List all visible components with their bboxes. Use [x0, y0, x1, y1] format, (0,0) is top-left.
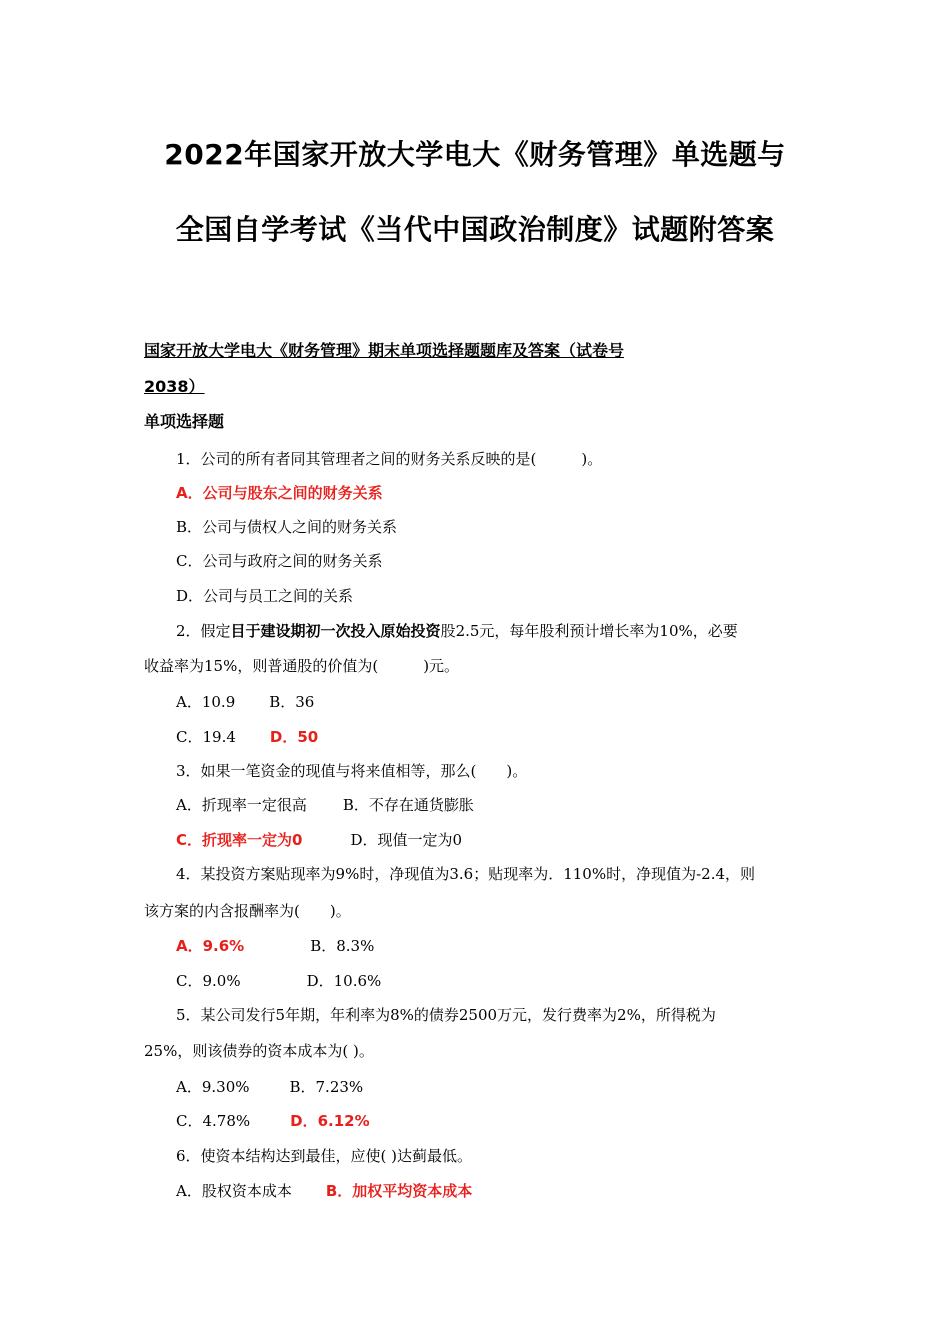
- section-heading-line-1: 国家开放大学电大《财务管理》期末单项选择题题库及答案（试卷号: [144, 341, 625, 360]
- document-title-line-1: 2022年国家开放大学电大《财务管理》单选题与: [164, 138, 786, 171]
- q6-option-b-correct: B．加权平均资本成本: [325, 1182, 473, 1200]
- q4-stem: 4．某投资方案贴现率为9%时，净现值为3.6；贴现率为．110%时，净现值为-2.4，则: [176, 865, 756, 883]
- q2-options-row-1: [176, 692, 314, 712]
- q1-option-c: C．公司与政府之间的财务关系: [176, 552, 383, 570]
- q2-options-row-2: [176, 727, 318, 747]
- q6-option-a: A．股权资本成本: [176, 1182, 292, 1200]
- q2-option-c: C．19.4: [176, 728, 236, 746]
- q4-options-row-2: [176, 971, 381, 991]
- q5-stem: 5．某公司发行5年期，年利率为8%的债券2500万元，发行费率为2%，所得税为: [176, 1006, 716, 1024]
- q4-option-c: C．9.0%: [176, 972, 241, 990]
- q2-stem: [176, 621, 738, 641]
- q2-option-a: A．10.9: [176, 693, 236, 711]
- q3-option-d: D．现值一定为0: [350, 831, 463, 849]
- q5-option-c: C．4.78%: [176, 1112, 251, 1130]
- q5-option-d-correct: D．6.12%: [290, 1112, 370, 1130]
- q1-option-a-correct: A．公司与股东之间的财务关系: [176, 484, 383, 502]
- q3-option-b: B．不存在通货膨胀: [342, 796, 474, 814]
- q2-option-b: B．36: [269, 693, 315, 711]
- document-title-line-2: 全国自学考试《当代中国政治制度》试题附答案: [175, 213, 775, 246]
- q5-option-b: B．7.23%: [289, 1078, 364, 1096]
- q6-stem: 6．使资本结构达到最佳，应使( )达蓟最低。: [176, 1147, 473, 1165]
- q3-option-c-correct: C．折现率一定为0: [176, 831, 303, 849]
- q1-option-b: B．公司与债权人之间的财务关系: [176, 518, 398, 536]
- q3-stem: 3．如果一笔资金的现值与将来值相等，那么( )。: [176, 762, 528, 780]
- q4-option-b: B．8.3%: [310, 937, 375, 955]
- q3-options-row-2: [176, 830, 462, 850]
- q5-option-a: A．9.30%: [176, 1078, 250, 1096]
- q1-option-d: D．公司与员工之间的关系: [176, 587, 354, 605]
- section-heading-line-2: 2038）: [144, 377, 205, 396]
- q5-stem-line-2: 25%，则该债券的资本成本为( )。: [144, 1042, 374, 1060]
- section-subheading: 单项选择题: [144, 412, 225, 431]
- q2-stem-bold: 目于建设期初一次投入原始投资: [230, 622, 441, 640]
- q4-option-a-correct: A．9.6%: [176, 937, 245, 955]
- q2-stem-suffix: 股2.5元，每年股利预计增长率为10%，必要: [440, 622, 738, 640]
- q3-options-row-1: [176, 795, 474, 815]
- q1-stem: 1．公司的所有者同其管理者之间的财务关系反映的是( )。: [176, 450, 603, 468]
- q4-option-d: D．10.6%: [306, 972, 382, 990]
- q5-options-row-1: [176, 1077, 363, 1097]
- q6-options-row-1: [176, 1181, 472, 1201]
- q2-stem-line-2: 收益率为15%，则普通股的价值为( )元。: [144, 657, 460, 675]
- q4-stem-line-2: 该方案的内含报酬率为( )。: [144, 902, 351, 920]
- q2-stem-prefix: 2．假定: [176, 622, 231, 640]
- q5-options-row-2: [176, 1111, 370, 1131]
- q2-option-d-correct: D．50: [269, 728, 319, 746]
- q3-option-a: A．折现率一定很高: [176, 796, 307, 814]
- q4-options-row-1: [176, 936, 374, 956]
